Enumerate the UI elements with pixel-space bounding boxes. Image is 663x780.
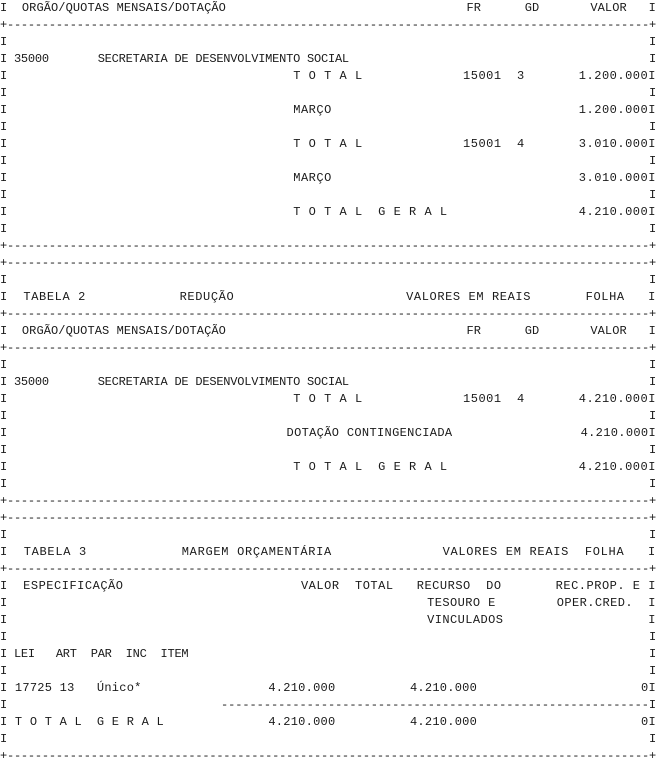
report-line: I ------------------------------------------------------------I [0,698,656,712]
report-line: I DOTAÇÃO CONTINGENCIADA 4.210.000I [0,426,656,440]
report-line: I T O T A L G E R A L 4.210.000I [0,205,656,219]
report-line: I 35000 SECRETARIA DE DESENVOLVIMENTO SOCIAL I [0,375,656,389]
separator-rule: +--------------------------------------------------------------------------------------------+ [0,511,656,525]
report-line: I I [0,630,656,644]
report-line: I MARÇO 3.010.000I [0,171,656,185]
report-line: I TABELA 3 MARGEM ORÇAMENTÁRIA VALORES EM REAIS FOLHA I [0,545,656,559]
report-line: I T O T A L 15001 3 1.200.000I [0,69,656,83]
separator-rule: +--------------------------------------------------------------------------------------------+ [0,307,656,321]
report-line: I T O T A L G E R A L 4.210.000I [0,460,656,474]
report-line: I T O T A L 15001 4 3.010.000I [0,137,656,151]
separator-rule: +--------------------------------------------------------------------------------------------+ [0,256,656,270]
separator-rule: +--------------------------------------------------------------------------------------------+ [0,239,656,253]
report-line: I ESPECIFICAÇÃO VALOR TOTAL RECURSO DO REC.PROP. E I [0,579,656,593]
report-line: I 35000 SECRETARIA DE DESENVOLVIMENTO SOCIAL I [0,52,656,66]
separator-rule: +--------------------------------------------------------------------------------------------+ [0,494,656,508]
report-line: I I [0,86,656,100]
report-line: I VINCULADOS I [0,613,656,627]
report-line: I TESOURO E OPER.CRED. I [0,596,656,610]
report-line: I ORGÃO/QUOTAS MENSAIS/DOTAÇÃO FR GD VALOR I [0,1,656,15]
report-line: I ORGÃO/QUOTAS MENSAIS/DOTAÇÃO FR GD VALOR I [0,324,656,338]
report-line: I I [0,358,656,372]
report-line: I I [0,188,656,202]
report-line: I I [0,528,656,542]
report-line: I I [0,154,656,168]
report-line: I I [0,477,656,491]
report-line: I I [0,409,656,423]
report-line: I 17725 13 Único* 4.210.000 4.210.000 0I [0,681,656,695]
separator-rule: +--------------------------------------------------------------------------------------------+ [0,749,656,763]
report-line: I LEI ART PAR INC ITEM I [0,647,656,661]
separator-rule: +--------------------------------------------------------------------------------------------+ [0,562,656,576]
report-line: I MARÇO 1.200.000I [0,103,656,117]
report-line: I I [0,273,656,287]
separator-rule: +--------------------------------------------------------------------------------------------+ [0,341,656,355]
report-line: I I [0,222,656,236]
separator-rule: +--------------------------------------------------------------------------------------------+ [0,18,656,32]
report-line: I I [0,35,656,49]
report-line: I I [0,664,656,678]
report-line: I I [0,120,656,134]
report-line: I TABELA 2 REDUÇÃO VALORES EM REAIS FOLHA I [0,290,656,304]
report-line: I I [0,443,656,457]
report-line: I T O T A L 15001 4 4.210.000I [0,392,656,406]
report-line: I I [0,732,656,746]
report-line: I T O T A L G E R A L 4.210.000 4.210.000 0I [0,715,656,729]
